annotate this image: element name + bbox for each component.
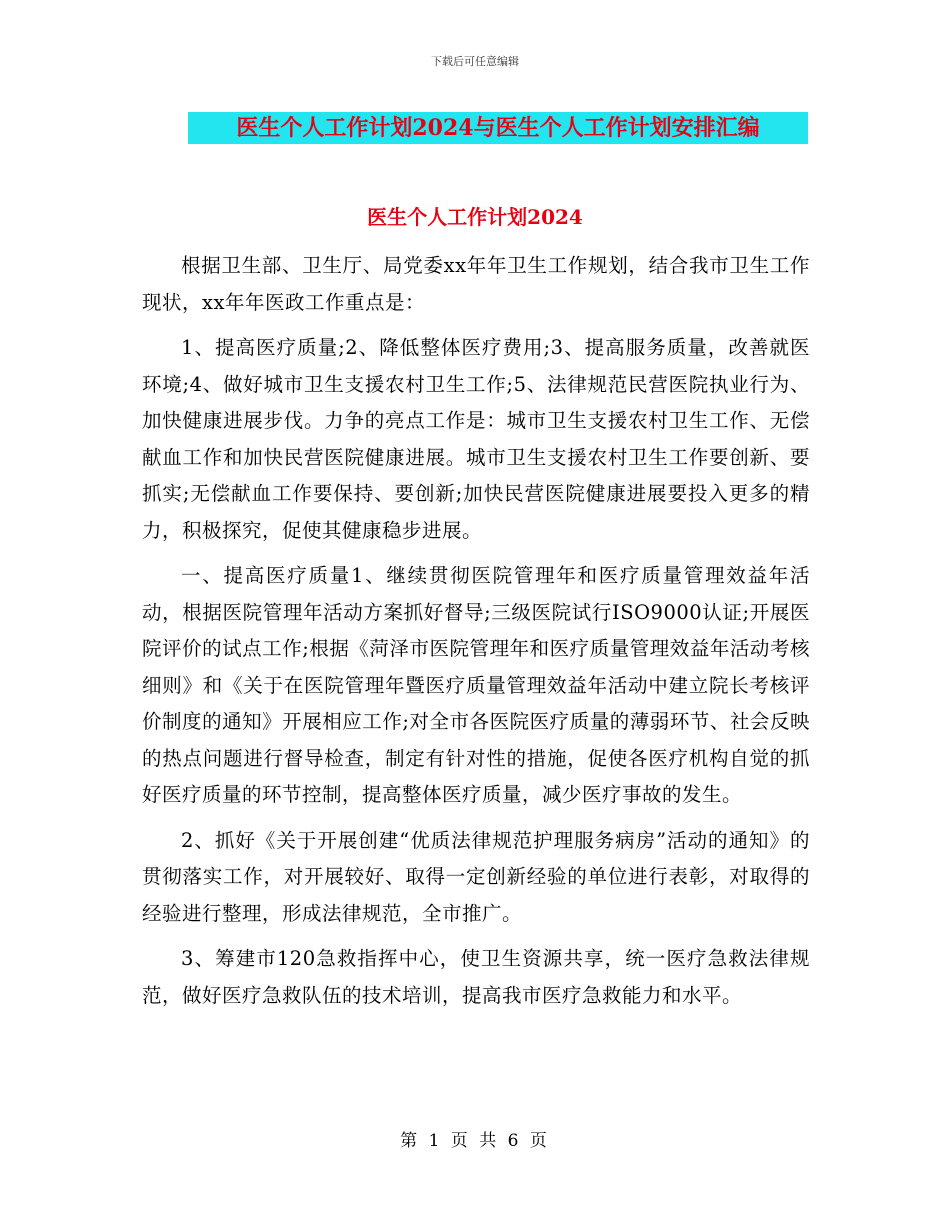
header-note: 下载后可任意编辑 <box>431 55 519 68</box>
paragraph-priorities: 1、提高医疗质量;2、降低整体医疗费用;3、提高服务质量，改善就医环境;4、做好城市卫生支援农村卫生工作;5、法律规范民营医院执业行为、加快健康进展步伐。力争的亮点工作是：城市卫生支援农村卫生工作、无偿献血工作和加快民营医院健康进展。城市卫生支援农村卫生工作要创新、要抓实;无偿献血工作要保持、要创新;加快民营医院健康进展要投入更多的精力，积极探究，促使其健康稳步进展。 <box>142 336 810 542</box>
document-body <box>142 248 810 1014</box>
paragraph-emergency-center: 3、筹建市120急救指挥中心，使卫生资源共享，统一医疗急救法律规范，做好医疗急救队伍的技术培训，提高我市医疗急救能力和水平。 <box>142 947 810 1007</box>
document-title: 医生个人工作计划2024与医生个人工作计划安排汇编 <box>188 112 808 144</box>
section-title: 医生个人工作计划2024 <box>367 205 583 229</box>
paragraph-medical-quality: 一、提高医疗质量1、继续贯彻医院管理年和医疗质量管理效益年活动，根据医院管理年活动方案抓好督导;三级医院试行ISO9000认证;开展医院评价的试点工作;根据《菏泽市医院管理年和医疗质量管理效益年活动考核细则》和《关于在医院管理年暨医疗质量管理效益年活动中建立院长考核评价制度的通知》开展相应工作;对全市各医院医疗质量的薄弱环节、社会反映的热点问题进行督导检查，制定有针对性的措施，促使各医疗机构自觉的抓好医疗质量的环节控制，提高整体医疗质量，减少医疗事故的发生。 <box>142 564 810 806</box>
page-number: 第 1 页 共 6 页 <box>400 1131 550 1151</box>
paragraph-nursing-service: 2、抓好《关于开展创建“优质法律规范护理服务病房”活动的通知》的贯彻落实工作，对开展较好、取得一定创新经验的单位进行表彰，对取得的经验进行整理，形成法律规范，全市推广。 <box>142 828 810 925</box>
paragraph-intro: 根据卫生部、卫生厅、局党委xx年年卫生工作规划，结合我市卫生工作现状，xx年年医政工作重点是： <box>142 254 810 314</box>
